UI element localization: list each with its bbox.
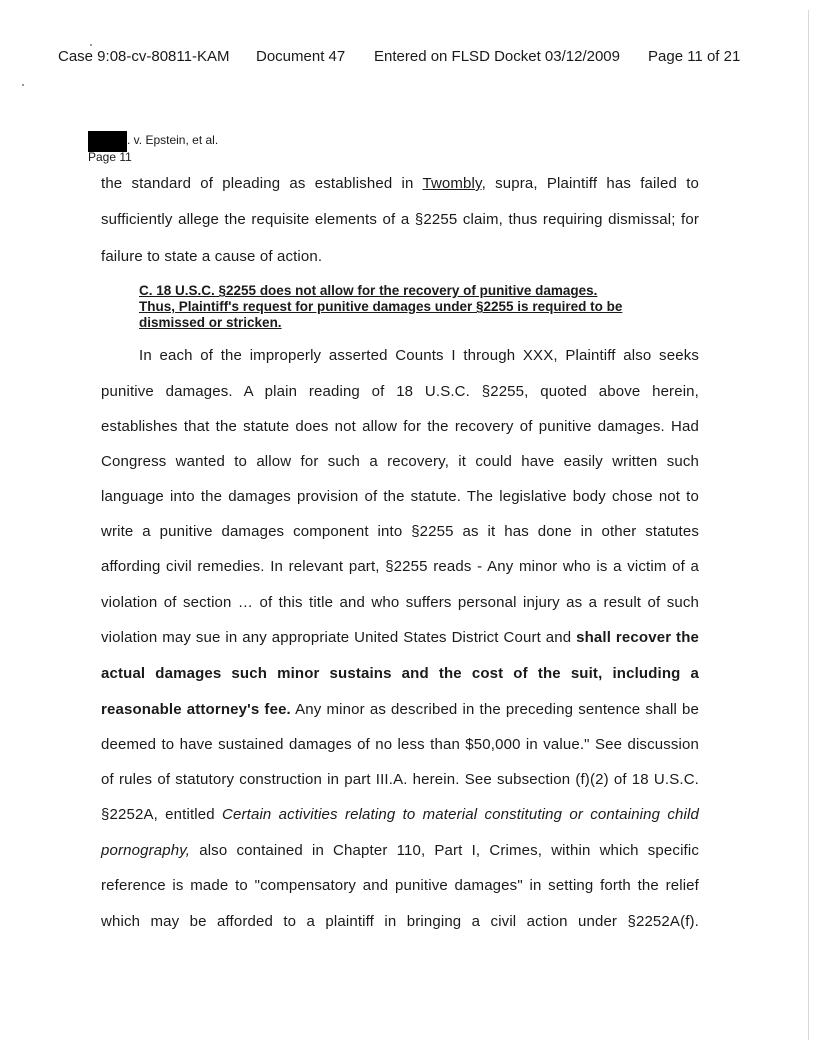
section-heading: Thus, Plaintiff's request for punitive damages under §2255 is required to be xyxy=(139,299,623,314)
scan-speck xyxy=(90,44,92,46)
caption-page-label: Page 11 xyxy=(88,150,132,164)
redaction-box xyxy=(88,131,127,152)
case-caption: . v. Epstein, et al. xyxy=(127,133,219,147)
body-line: failure to state a cause of action. xyxy=(101,248,323,265)
body-line: Congress wanted to allow for such a recovery, it could have easily written such xyxy=(101,453,699,470)
document-number: Document 47 xyxy=(256,48,346,65)
body-line: §2252A, entitled Certain activities relating to material constituting or containing child xyxy=(101,806,699,823)
body-line: deemed to have sustained damages of no less than $50,000 in value." See discussion xyxy=(101,736,699,753)
statute-title-italic: Certain activities relating to material constituting or containing child xyxy=(222,806,699,823)
section-heading: C. 18 U.S.C. §2255 does not allow for the recovery of punitive damages. xyxy=(139,283,598,298)
body-line: write a punitive damages component into §2255 as it has done in other statutes xyxy=(101,523,699,540)
body-line: affording civil remedies. In relevant part, §2255 reads - Any minor who is a victim of a xyxy=(101,558,699,575)
body-line: violation may sue in any appropriate United States District Court and shall recover the xyxy=(101,629,699,646)
body-line: In each of the improperly asserted Counts I through XXX, Plaintiff also seeks xyxy=(139,347,699,364)
body-line: reference is made to "compensatory and punitive damages" in setting forth the relief xyxy=(101,877,699,894)
body-line: pornography, also contained in Chapter 110, Part I, Crimes, within which specific xyxy=(101,842,699,859)
case-citation: Twombly xyxy=(422,175,482,192)
body-line: which may be afforded to a plaintiff in bringing a civil action under §2252A(f). xyxy=(101,913,699,930)
statute-title-italic: pornography, xyxy=(101,842,191,859)
body-line: sufficiently allege the requisite elements of a §2255 claim, thus requiring dismissal; for xyxy=(101,211,699,228)
body-line: of rules of statutory construction in part III.A. herein. See subsection (f)(2) of 18 U.S.C. xyxy=(101,771,699,788)
docket-entry-date: Entered on FLSD Docket 03/12/2009 xyxy=(374,48,620,65)
body-line: the standard of pleading as established in Twombly, supra, Plaintiff has failed to xyxy=(101,175,699,192)
page-count: Page 11 of 21 xyxy=(648,48,741,65)
body-line: reasonable attorney's fee. Any minor as described in the preceding sentence shall be xyxy=(101,701,700,718)
body-line: violation of section … of this title and who suffers personal injury as a result of such xyxy=(101,594,699,611)
case-number: Case 9:08-cv-80811-KAM xyxy=(58,48,230,65)
body-line: establishes that the statute does not allow for the recovery of punitive damages. Had xyxy=(101,418,699,435)
statute-quote-bold: reasonable attorney's fee. xyxy=(101,701,291,718)
body-line: language into the damages provision of the statute. The legislative body chose not to xyxy=(101,488,699,505)
scan-speck xyxy=(22,84,24,86)
section-heading: dismissed or stricken. xyxy=(139,315,282,330)
statute-quote-bold: actual damages such minor sustains and the cost of the suit, including a xyxy=(101,665,699,682)
scan-edge-line xyxy=(808,10,809,1040)
body-line: punitive damages. A plain reading of 18 U.S.C. §2255, quoted above herein, xyxy=(101,383,699,400)
statute-quote-bold: shall recover the xyxy=(576,629,699,646)
